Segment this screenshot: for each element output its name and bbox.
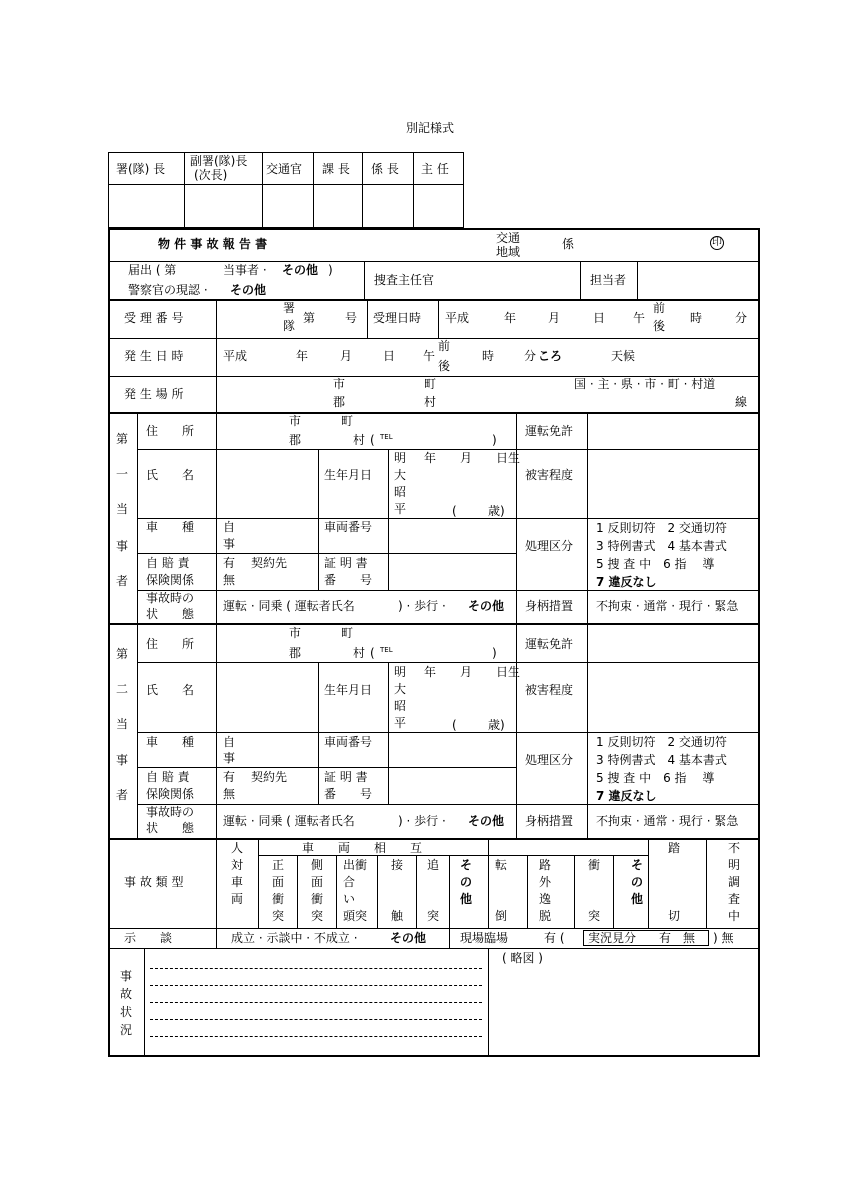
col-rear-1: 追 (427, 858, 440, 872)
p2-insurance-mu: 無 (223, 787, 236, 801)
col-side-2: 面 (311, 875, 324, 889)
p2-city: 市 (289, 626, 302, 640)
vehicle-mutual-label: 車 両 相 互 (302, 841, 423, 855)
receipt-dai: 第 (303, 311, 316, 325)
p1-vehicle-type-label: 車 種 (146, 520, 195, 534)
p1-paren-close: ) (492, 433, 497, 447)
person-in-charge-label: 担当者 (590, 273, 627, 287)
settlement-options: 成立 · 示談中 · 不成立 · (231, 931, 358, 945)
p1-ji-gyo: 事 (223, 537, 236, 551)
party1-char-3: 当 (116, 502, 129, 516)
p1-age-open: ( (452, 504, 457, 518)
col-other1-2: の (460, 875, 473, 889)
section-community: 地域 (496, 245, 521, 259)
p2-disp-line-4: 7 違反なし (596, 789, 657, 803)
p1-state-2: 状 態 (146, 607, 195, 621)
p2-birthdate-label: 生年月日 (324, 683, 373, 697)
situation-char-3: 状 (120, 1005, 133, 1019)
approval-header-deputy: 副署(隊)長 (190, 154, 248, 168)
p2-disp-line-1: 1 反則切符 2 交通切符 (596, 735, 727, 749)
p2-cert-2: 番 号 (324, 787, 373, 801)
col-collision-4: 突 (588, 909, 601, 923)
occur-koro: ころ (538, 349, 563, 363)
p2-state-2: 状 態 (146, 821, 195, 835)
p1-era-showa: 昭 (394, 485, 407, 499)
col-rear-4: 突 (427, 909, 440, 923)
p2-contract-label: 契約先 (251, 770, 288, 784)
p2-insurance-u: 有 (223, 770, 236, 784)
party2-char-4: 事 (116, 753, 129, 767)
p1-era-meiji: 明 (394, 451, 407, 465)
p1-custody-options: 不拘束 · 通常 · 現行 · 緊急 (596, 599, 739, 613)
site-jikkyo: 実況見分 (588, 931, 637, 945)
receipt-nen: 年 (504, 311, 517, 325)
p1-state-options-c: その他 (468, 599, 505, 613)
p1-license-label: 運転免許 (525, 424, 574, 438)
p1-mura: 村 (353, 433, 366, 447)
accident-type-label: 事 故 類 型 (124, 875, 184, 889)
col-contact-4: 触 (391, 909, 404, 923)
approval-header-traffic: 交通官 (266, 162, 303, 176)
p1-state-options-b: ) · 歩行 · (398, 599, 446, 613)
p1-insurance-u: 有 (223, 556, 236, 570)
report-party: 当事者 · (223, 263, 267, 277)
receipt-tai: 隊 (283, 319, 296, 333)
party2-char-3: 当 (116, 717, 129, 731)
site-umu: 有 無 (659, 931, 696, 945)
receipt-ji: 時 (690, 311, 703, 325)
site-label: 現場臨場 (460, 931, 509, 945)
col-unknown-4: 査 (728, 892, 741, 906)
p2-insurance-1: 自 賠 責 (146, 770, 190, 784)
situation-char-2: 故 (120, 987, 133, 1001)
occur-heisei: 平成 (223, 349, 248, 363)
col-other2-2: の (631, 875, 644, 889)
col-head-on-4: 突 (272, 909, 285, 923)
p2-state-options: 運転 · 同乗 ( 運転者氏名 (223, 814, 355, 828)
p2-age-open: ( (452, 718, 457, 732)
p2-disp-line-3: 5 捜 査 中 6 指 導 (596, 771, 715, 785)
p1-insurance-1: 自 賠 責 (146, 556, 190, 570)
col-side-4: 突 (311, 909, 324, 923)
p2-ji-jitsu: 自 (223, 735, 236, 749)
section-traffic: 交通 (496, 231, 521, 245)
p1-disp-line-1: 1 反則切符 2 交通切符 (596, 521, 727, 535)
p1-birthdate-label: 生年月日 (324, 468, 373, 482)
receipt-sho: 署 (283, 301, 296, 315)
p1-paren-open: ( (370, 433, 375, 447)
approval-header-lead: 主 任 (421, 162, 449, 176)
receipt-go: 号 (345, 311, 358, 325)
p2-gun: 郡 (289, 646, 302, 660)
chief-investigator-label: 捜査主任官 (374, 273, 435, 287)
col-unknown-3: 調 (728, 875, 741, 889)
receipt-heisei: 平成 (445, 311, 470, 325)
p2-era-showa: 昭 (394, 699, 407, 713)
p1-disposition-label: 処理区分 (525, 539, 574, 553)
party1-char-2: 一 (116, 467, 129, 481)
p1-contract-label: 契約先 (251, 556, 288, 570)
p1-plate-label: 車両番号 (324, 520, 373, 534)
party2-char-1: 第 (116, 647, 129, 661)
situation-char-4: 況 (120, 1023, 133, 1037)
settlement-other: その他 (390, 931, 427, 945)
report-witnessed-other: その他 (230, 283, 267, 297)
p2-era-taisho: 大 (394, 682, 407, 696)
p2-address-label: 住 所 (146, 637, 195, 651)
pv-char-2: 対 (231, 858, 244, 872)
col-offroad-1: 路 (539, 858, 552, 872)
occur-go-after: 後 (438, 359, 451, 373)
party2-char-2: 二 (116, 682, 129, 696)
col-railway-1: 踏 (668, 841, 681, 855)
p2-disp-line-2: 3 特例書式 4 基本書式 (596, 753, 727, 767)
p2-age-close: 歳) (488, 718, 505, 732)
place-mura: 村 (424, 395, 437, 409)
col-crossing-4: 頭突 (343, 909, 368, 923)
p2-custody-options: 不拘束 · 通常 · 現行 · 緊急 (596, 814, 739, 828)
occur-datetime-label: 発 生 日 時 (124, 349, 184, 363)
p1-damage-label: 被害程度 (525, 468, 574, 482)
site-u: 有 ( (544, 931, 565, 945)
p1-insurance-mu: 無 (223, 573, 236, 587)
p2-cert-1: 証 明 書 (324, 770, 368, 784)
p2-name-label: 氏 名 (146, 683, 195, 697)
p2-custody-label: 身柄措置 (525, 814, 574, 828)
col-head-on-2: 面 (272, 875, 285, 889)
p1-insurance-2: 保険関係 (146, 573, 195, 587)
report-first: 届出 ( 第 (128, 263, 177, 277)
col-unknown-1: 不 (728, 841, 741, 855)
col-side-3: 衝 (311, 892, 324, 906)
p2-birth-ymd: 年 月 日生 (424, 665, 521, 679)
col-head-on-1: 正 (272, 858, 285, 872)
party2-char-5: 者 (116, 788, 129, 802)
p2-mura: 村 (353, 646, 366, 660)
col-collision-1: 衝 (588, 858, 601, 872)
p1-era-heisei: 平 (394, 502, 407, 516)
p1-state-options: 運転 · 同乗 ( 運転者氏名 (223, 599, 355, 613)
place-road-line: 線 (735, 395, 748, 409)
approval-header-section: 課 長 (322, 162, 350, 176)
receipt-hi: 日 (593, 311, 606, 325)
col-other2-3: 他 (631, 892, 644, 906)
section-kakari: 係 (562, 237, 575, 251)
party1-char-1: 第 (116, 432, 129, 446)
site-mu: ) 無 (713, 931, 734, 945)
p1-gun: 郡 (289, 433, 302, 447)
place-road-types: 国 · 主 · 県 · 市 · 町 · 村道 (574, 377, 716, 391)
p2-ji-gyo: 事 (223, 751, 236, 765)
report-other: その他 (282, 263, 319, 277)
p1-disp-line-2: 3 特例書式 4 基本書式 (596, 539, 727, 553)
report-witnessed: 警察官の現認 · (128, 283, 208, 297)
form-title: 物 件 事 故 報 告 書 (158, 237, 268, 251)
p2-paren-open: ( (370, 646, 375, 660)
receipt-go-after: 後 (653, 319, 666, 333)
p2-era-meiji: 明 (394, 665, 407, 679)
page-title: 別記様式 (406, 121, 455, 135)
occur-go-prefix: 午 (423, 349, 436, 363)
p1-birth-ymd: 年 月 日生 (424, 451, 521, 465)
col-offroad-3: 逸 (539, 892, 552, 906)
p1-custody-label: 身柄措置 (525, 599, 574, 613)
p2-vehicle-type-label: 車 種 (146, 735, 195, 749)
approval-header-deputy-sub: (次長) (194, 168, 228, 182)
p1-name-label: 氏 名 (146, 468, 195, 482)
p2-state-options-b: ) · 歩行 · (398, 814, 446, 828)
occur-tsuki: 月 (340, 349, 353, 363)
p1-address-label: 住 所 (146, 424, 195, 438)
receipt-datetime-label: 受理日時 (373, 311, 422, 325)
p2-machi: 町 (341, 626, 354, 640)
col-other1-1: そ (460, 858, 473, 872)
receipt-zen: 前 (653, 301, 666, 315)
place-machi: 町 (424, 377, 437, 391)
sketch-label: ( 略図 ) (502, 951, 543, 965)
occur-zen: 前 (438, 339, 451, 353)
p1-state-1: 事故時の (146, 591, 195, 605)
p2-state-options-c: その他 (468, 814, 505, 828)
col-crossing-3: い (343, 892, 356, 906)
approval-header-chief: 署(隊) 長 (116, 162, 166, 176)
weather-label: 天候 (611, 349, 636, 363)
p2-disposition-label: 処理区分 (525, 753, 574, 767)
receipt-go-prefix: 午 (633, 311, 646, 325)
col-railway-2: 切 (668, 909, 681, 923)
p1-tel: TEL (380, 433, 393, 441)
p1-era-taisho: 大 (394, 468, 407, 482)
pv-char-3: 車 (231, 875, 244, 889)
pv-char-4: 両 (231, 892, 244, 906)
p1-machi: 町 (341, 414, 354, 428)
settlement-label: 示 談 (124, 931, 173, 945)
p1-cert-1: 証 明 書 (324, 556, 368, 570)
place-gun: 郡 (333, 395, 346, 409)
p1-ji-jitsu: 自 (223, 520, 236, 534)
col-contact-1: 接 (391, 858, 404, 872)
col-side-1: 側 (311, 858, 324, 872)
p2-license-label: 運転免許 (525, 637, 574, 651)
col-crossing-2: 合 (343, 875, 356, 889)
col-overturn-1: 転 (495, 858, 508, 872)
occur-fun: 分 (524, 349, 537, 363)
col-offroad-4: 脱 (539, 909, 552, 923)
col-unknown-2: 明 (728, 858, 741, 872)
p2-plate-label: 車両番号 (324, 735, 373, 749)
p1-age-close: 歳) (488, 504, 505, 518)
report-close: ) (328, 263, 333, 277)
place-label: 発 生 場 所 (124, 387, 184, 401)
occur-hi: 日 (383, 349, 396, 363)
col-head-on-3: 衝 (272, 892, 285, 906)
seal-mark: 印 (712, 237, 722, 248)
col-overturn-4: 倒 (495, 909, 508, 923)
receipt-number-label: 受 理 番 号 (124, 311, 184, 325)
p1-disp-line-4: 7 違反なし (596, 575, 657, 589)
p2-era-heisei: 平 (394, 716, 407, 730)
p2-paren-close: ) (492, 646, 497, 660)
p2-tel: TEL (380, 646, 393, 654)
approval-header-unit: 係 長 (371, 162, 399, 176)
situation-char-1: 事 (120, 969, 133, 983)
party1-char-5: 者 (116, 574, 129, 588)
p2-damage-label: 被害程度 (525, 683, 574, 697)
party1-char-4: 事 (116, 539, 129, 553)
col-other2-1: そ (631, 858, 644, 872)
p2-state-1: 事故時の (146, 805, 195, 819)
p1-cert-2: 番 号 (324, 573, 373, 587)
occur-ji: 時 (482, 349, 495, 363)
pv-char-1: 人 (231, 841, 244, 855)
occur-nen: 年 (296, 349, 309, 363)
receipt-tsuki: 月 (548, 311, 561, 325)
col-unknown-5: 中 (728, 909, 741, 923)
p2-insurance-2: 保険関係 (146, 787, 195, 801)
p1-city: 市 (289, 414, 302, 428)
p1-disp-line-3: 5 捜 査 中 6 指 導 (596, 557, 715, 571)
receipt-fun: 分 (735, 311, 748, 325)
col-other1-3: 他 (460, 892, 473, 906)
col-crossing-1: 出衝 (343, 858, 368, 872)
place-city: 市 (333, 377, 346, 391)
col-offroad-2: 外 (539, 875, 552, 889)
